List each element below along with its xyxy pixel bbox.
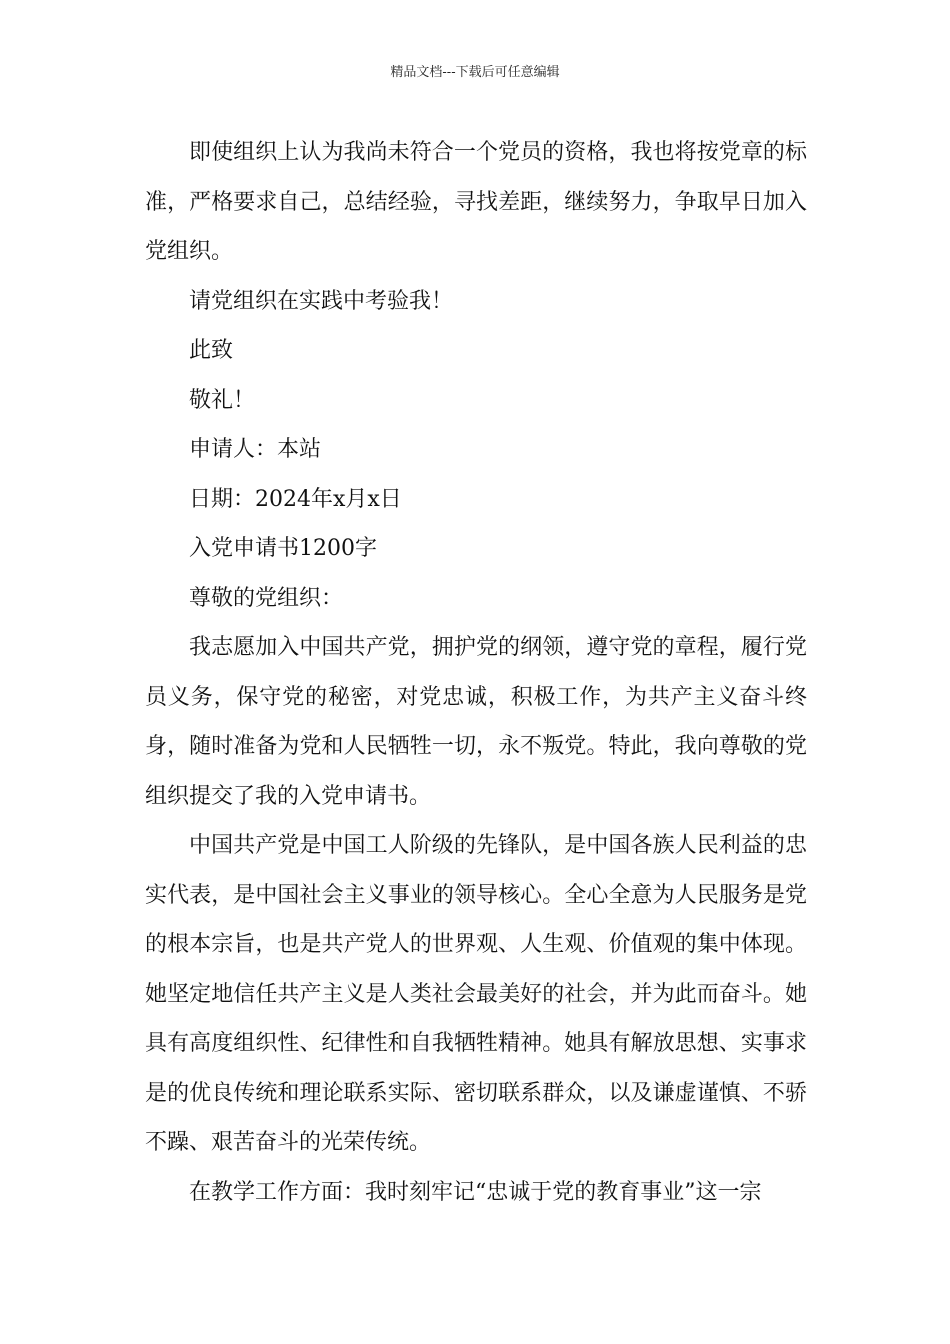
greeting: 尊敬的党组织： — [189, 585, 344, 611]
paragraph-request: 请党组织在实践中考验我！ — [189, 288, 454, 314]
applicant-line: 申请人：本站 — [189, 437, 322, 462]
paragraph-commitment: 即使组织上认为我尚未符合一个党员的资格，我也将按党章的标准，严格要求自己，总结经验，寻找差距，继续努力，争取早日加入党组织。 — [145, 140, 807, 264]
document-body — [145, 128, 807, 1217]
closing-respect: 敬礼！ — [189, 387, 256, 413]
date-line: 日期：2024年x月x日 — [189, 486, 402, 512]
paragraph-teaching-work: 在教学工作方面：我时刻牢记“忠诚于党的教育事业”这一宗 — [189, 1179, 762, 1205]
page-header: 精品文档---下载后可任意编辑 — [390, 65, 560, 80]
section-title: 入党申请书1200字 — [189, 536, 377, 561]
paragraph-party-description: 中国共产党是中国工人阶级的先锋队，是中国各族人民利益的忠实代表，是中国社会主义事业的领导核心。全心全意为人民服务是党的根本宗旨，也是共产党人的世界观、人生观、价值观的集中体现。她坚定地信任共产主义是人类社会最美好的社会，并为此而奋斗。她具有高度组织性、纪律性和自我牺牲精神。她具有解放思想、实事求是的优良传统和理论联系实际、密切联系群众，以及谦虚谨慎、不骄不躁、艰苦奋斗的光荣传统。 — [145, 833, 807, 1155]
closing-salutation: 此致 — [189, 338, 234, 363]
paragraph-pledge: 我志愿加入中国共产党，拥护党的纲领，遵守党的章程，履行党员义务，保守党的秘密，对党忠诚，积极工作，为共产主义奋斗终身，随时准备为党和人民牺牲一切，永不叛党。特此，我向尊敬的党组织提交了我的入党申请书。 — [145, 635, 807, 809]
